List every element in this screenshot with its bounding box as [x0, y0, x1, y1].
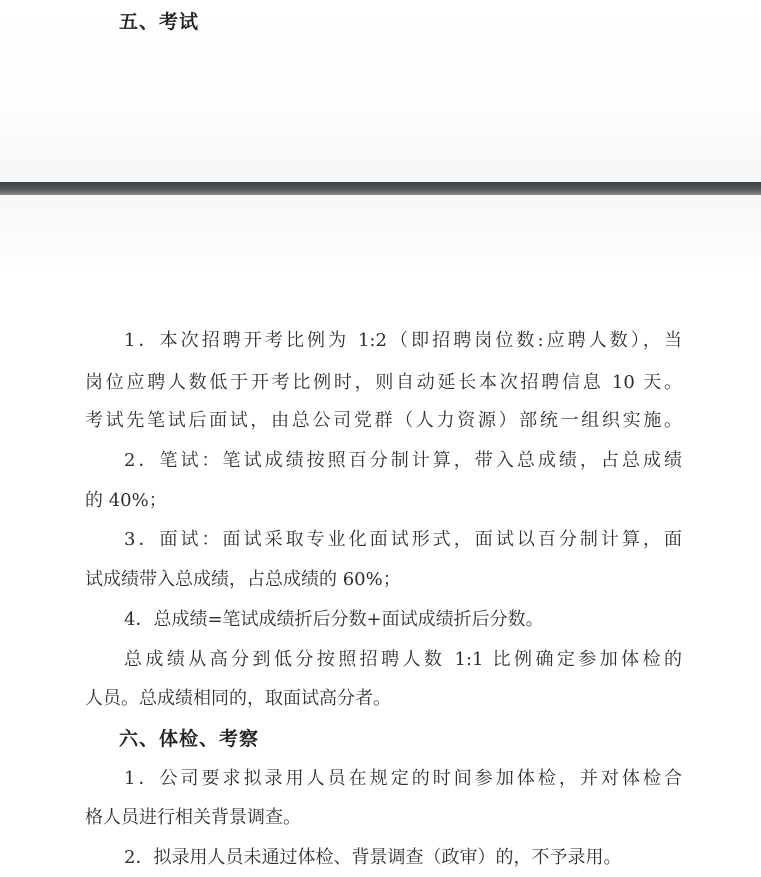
paragraph-line: 人员。总成绩相同的，取面试高分者。: [85, 688, 391, 709]
paragraph-line: 3．面试：面试采取专业化面试形式，面试以百分制计算，面: [124, 529, 682, 550]
upper-page-area: [0, 0, 761, 182]
paragraph-line: 岗位应聘人数低于开考比例时，则自动延长本次招聘信息 10 天。: [85, 372, 682, 393]
section-5-heading: 五、考试: [119, 11, 200, 33]
paragraph-line: 2．拟录用人员未通过体检、背景调查（政审）的，不予录用。: [124, 847, 622, 868]
paragraph-line: 1．本次招聘开考比例为 1:2（即招聘岗位数:应聘人数），当: [124, 330, 682, 351]
page-divider: [0, 182, 761, 195]
paragraph-line: 总成绩从高分到低分按照招聘人数 1:1 比例确定参加体检的: [124, 649, 682, 670]
paragraph-line: 考试先笔试后面试，由总公司党群（人力资源）部统一组织实施。: [85, 410, 682, 431]
paragraph-line: 格人员进行相关背景调查。: [85, 807, 301, 828]
section-6-heading: 六、体检、考察: [119, 728, 260, 750]
paragraph-line: 4．总成绩=笔试成绩折后分数+面试成绩折后分数。: [124, 609, 544, 630]
paragraph-line: 1．公司要求拟录用人员在规定的时间参加体检，并对体检合: [124, 768, 682, 789]
paragraph-line: 试成绩带入总成绩，占总成绩的 60%；: [85, 569, 401, 590]
paragraph-line: 2．笔试：笔试成绩按照百分制计算，带入总成绩，占总成绩: [124, 450, 682, 471]
paragraph-line: 的 40%；: [85, 490, 167, 511]
